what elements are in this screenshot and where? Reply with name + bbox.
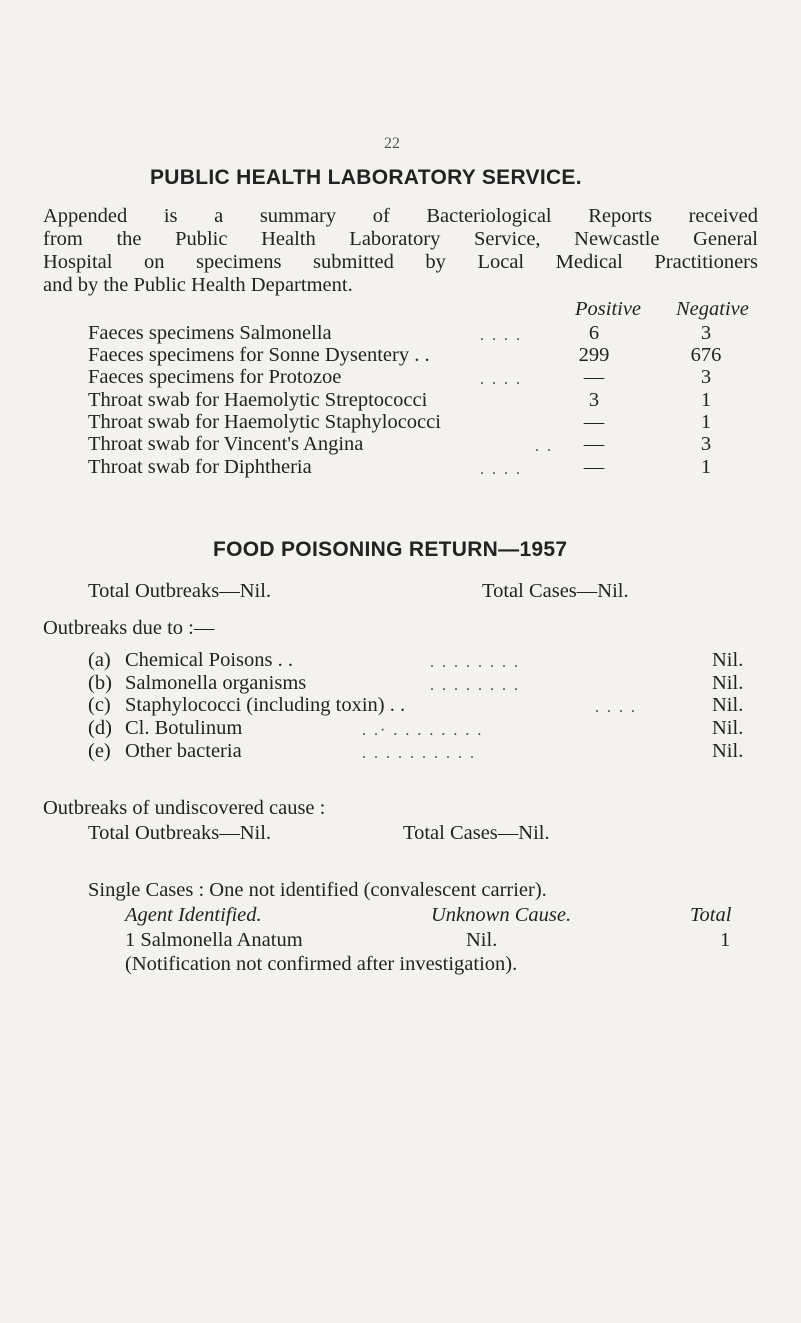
cause-label: Cl. Botulinum: [125, 717, 243, 739]
leader-dots: . . . . . . . . . .: [362, 745, 476, 762]
total-outbreaks: Total Outbreaks—Nil.: [88, 580, 272, 602]
undiscovered-heading: Outbreaks of undiscovered cause :: [43, 797, 326, 819]
negative-value: 1: [700, 411, 712, 433]
total-cases: Total Cases—Nil.: [482, 580, 629, 602]
negative-value: 3: [700, 322, 712, 344]
negative-value: 1: [700, 389, 712, 411]
positive-value: 3: [588, 389, 600, 411]
leader-dots: . . . .: [480, 327, 522, 344]
cause-label: Salmonella organisms: [125, 672, 307, 694]
agent-identified-value: 1 Salmonella Anatum: [125, 929, 303, 951]
positive-value: 6: [588, 322, 600, 344]
negative-value: 1: [700, 456, 712, 478]
food-poisoning-title: FOOD POISONING RETURN—1957: [213, 538, 568, 561]
total-header: Total: [690, 904, 732, 926]
intro-line: from the Public Health Laboratory Service, Newcastle General: [43, 228, 758, 250]
agent-identified-header: Agent Identified.: [125, 904, 262, 926]
positive-header: Positive: [575, 298, 642, 320]
leader-dots: . .: [535, 438, 553, 455]
leader-dots: . . . .: [480, 461, 522, 478]
intro-line: and by the Public Health Department.: [43, 274, 353, 296]
notification-note: (Notification not confirmed after investigation).: [125, 953, 518, 975]
page-title: PUBLIC HEALTH LABORATORY SERVICE.: [150, 166, 582, 189]
cause-value: Nil.: [712, 717, 744, 739]
cause-value: Nil.: [712, 649, 744, 671]
cause-label: Chemical Poisons . .: [125, 649, 293, 671]
intro-line: Appended is a summary of Bacteriological Reports received: [43, 205, 758, 227]
unknown-cause-header: Unknown Cause.: [431, 904, 572, 926]
cause-label: Staphylococci (including toxin) . .: [125, 694, 406, 716]
cause-value: Nil.: [712, 694, 744, 716]
positive-value: —: [583, 366, 605, 388]
intro-line: Hospital on specimens submitted by Local Medical Practitioners: [43, 251, 758, 273]
undiscovered-cases: Total Cases—Nil.: [403, 822, 550, 844]
intro-paragraph: [43, 205, 758, 297]
specimen-label: Throat swab for Haemolytic Streptococci: [88, 389, 428, 411]
outbreaks-due-to: Outbreaks due to :—: [43, 617, 215, 639]
leader-dots: . . . .: [480, 371, 522, 388]
positive-value: —: [583, 456, 605, 478]
cause-letter: (c): [88, 694, 111, 716]
page-number: 22: [384, 135, 400, 152]
negative-value: 676: [690, 344, 722, 366]
negative-value: 3: [700, 433, 712, 455]
positive-value: —: [583, 433, 605, 455]
total-value: 1: [720, 929, 731, 951]
leader-dots: . . . . . . . .: [430, 677, 520, 694]
cause-letter: (a): [88, 649, 111, 671]
single-cases-heading: Single Cases : One not identified (convalescent carrier).: [88, 879, 547, 901]
cause-value: Nil.: [712, 740, 744, 762]
negative-value: 3: [700, 366, 712, 388]
cause-letter: (e): [88, 740, 111, 762]
specimen-label: Faeces specimens Salmonella: [88, 322, 332, 344]
specimen-label: Faeces specimens for Protozoe: [88, 366, 342, 388]
specimen-label: Throat swab for Diphtheria: [88, 456, 312, 478]
cause-letter: (d): [88, 717, 112, 739]
cause-value: Nil.: [712, 672, 744, 694]
undiscovered-outbreaks: Total Outbreaks—Nil.: [88, 822, 272, 844]
cause-label: Other bacteria: [125, 740, 242, 762]
specimen-label: Throat swab for Vincent's Angina: [88, 433, 364, 455]
cause-letter: (b): [88, 672, 112, 694]
leader-dots: . . . . . . . .: [430, 654, 520, 671]
unknown-cause-value: Nil.: [466, 929, 498, 951]
leader-dots: . .· . . . . . . . .: [362, 722, 484, 739]
specimen-label: Faeces specimens for Sonne Dysentery . .: [88, 344, 430, 366]
positive-value: —: [583, 411, 605, 433]
negative-header: Negative: [676, 298, 749, 320]
positive-value: 299: [578, 344, 610, 366]
leader-dots: . . . .: [595, 699, 637, 716]
specimen-label: Throat swab for Haemolytic Staphylococci: [88, 411, 441, 433]
